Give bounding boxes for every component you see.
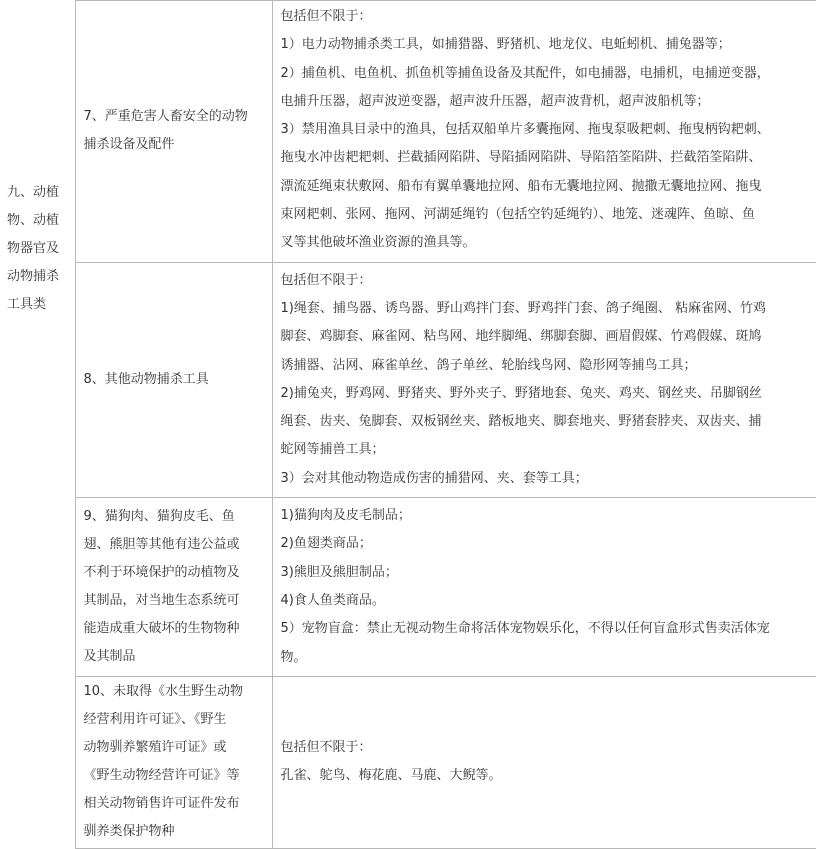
item-label: 10、未取得《水生野生动物 经营利用许可证》、《野生 动物驯养繁殖许可证》或 《野生动物经营许可证》等 相关动物销售许可证件发布 驯养类保护物种 [76, 678, 272, 846]
table-row [0, 498, 816, 677]
item-cell [75, 262, 272, 497]
description-cell [272, 1, 816, 263]
item-label: 8、其他动物捕杀工具 [76, 366, 272, 394]
item-cell [75, 1, 272, 263]
table-row [0, 676, 816, 848]
item-cell [75, 676, 272, 848]
description-text: 包括但不限于： 1）电力动物捕杀类工具，如捕猎器、野猪机、地龙仪、电蚯蚓机、捕兔器等； 2）捕鱼机、电鱼机、抓鱼机等捕鱼设备及其配件，如电捕器，电捕机，电捕逆变器， 电捕升压器，超声波逆变器，超声波升压器，超声波背机，超声波船机等； 3）禁用渔具目录中的渔具，包括双船单片多囊拖网、拖曳泵吸耙刺、拖曳柄钩耙刺、 拖曳水冲齿耙耙刺、拦截插网陷阱、导陷插网陷阱、导陷箔筌陷阱、拦截箔筌陷阱、 漂流延绳束状敷网、船布有翼单囊地拉网、船布无囊地拉网、抛撒无囊地拉网、拖曳 束网耙刺、张网、拖网、河湖延绳钓（包括空钓延绳钓）、地笼、迷魂阵、鱼晾、鱼 叉等其他破坏渔业资源的渔具等。 [273, 0, 816, 262]
description-text: 包括但不限于： 1)绳套、捕鸟器、诱鸟器、野山鸡拌门套、野鸡拌门套、鸽子绳圈、 粘麻雀网、竹鸡 脚套、鸡脚套、麻雀网、粘鸟网、地绊脚绳、绑脚套脚、画眉假媒、竹鸡假媒、斑鸠 诱捕器、沾网、麻雀单丝、鸽子单丝、轮胎线鸟网、隐形网等捕鸟工具； 2)捕兔夹，野鸡网、野猪夹、野外夹子、野猪地套、兔夹、鸡夹、钢丝夹、吊脚钢丝 绳套、齿夹、兔脚套、双板钢丝夹、踏板地夹、脚套地夹、野猪套脖夹、双齿夹、捕 蛇网等捕兽工具； 3）会对其他动物造成伤害的捕猎网、夹、套等工具； [273, 263, 816, 497]
description-text: 1)猫狗肉及皮毛制品； 2)鱼翅类商品； 3)熊胆及熊胆制品； 4)食人鱼类商品。 5）宠物盲盒：禁止无视动物生命将活体宠物娱乐化，不得以任何盲盒形式售卖活体宠 物。 [273, 498, 816, 676]
category-cell [0, 1, 75, 498]
table-row [0, 262, 816, 497]
description-cell [272, 676, 816, 848]
description-text: 包括但不限于： 孔雀、鸵鸟、梅花鹿、马鹿、大鲵等。 [273, 730, 816, 795]
description-cell [272, 498, 816, 677]
item-label: 9、猫狗肉、猫狗皮毛、鱼 翅、熊胆等其他有违公益或 不利于环境保护的动植物及 其制品，对当地生态系统可 能造成重大破坏的生物物种 及其制品 [76, 503, 272, 671]
description-cell [272, 262, 816, 497]
item-cell [75, 498, 272, 677]
table-row [0, 1, 816, 263]
item-label: 7、严重危害人畜安全的动物 捕杀设备及配件 [76, 103, 272, 159]
category-cell-empty [0, 498, 75, 677]
category-label: 九、动植 物、动植 物器官及 动物捕杀 工具类 [0, 179, 75, 319]
category-cell-empty [0, 676, 75, 848]
